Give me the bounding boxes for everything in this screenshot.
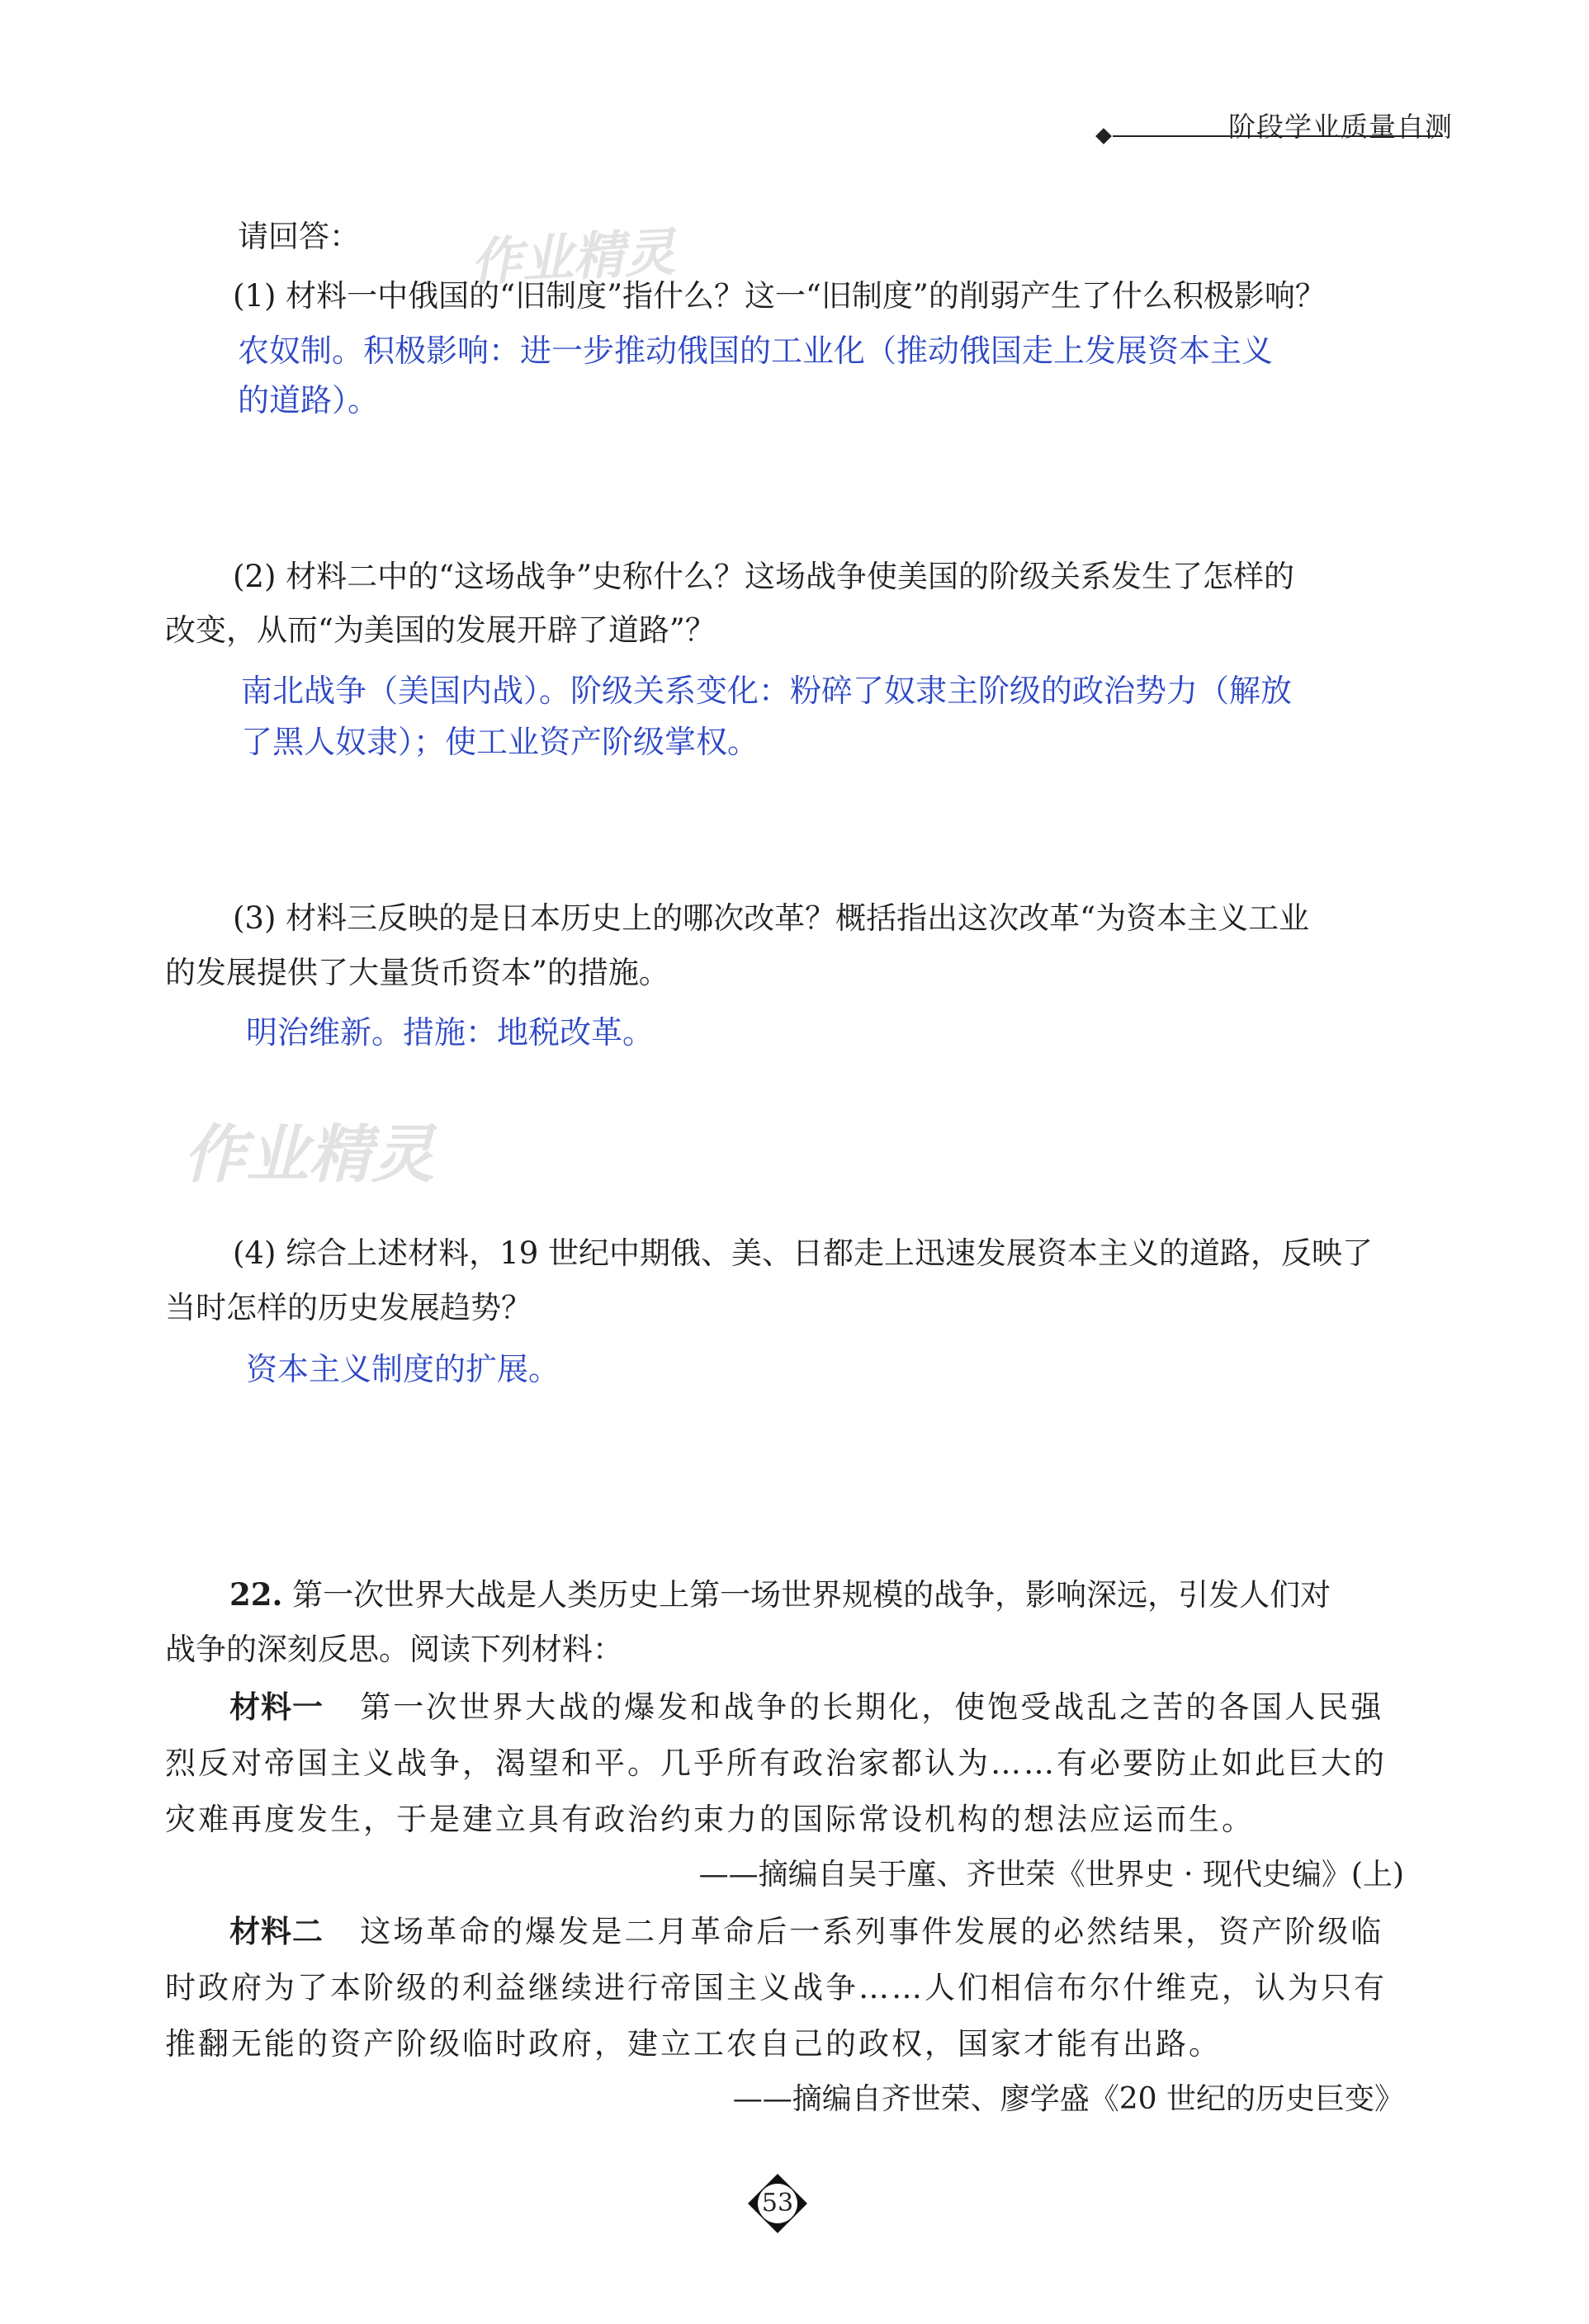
answer-3-line: 明治维新。措施：地税改革。 <box>246 1014 655 1051</box>
material-2-line <box>229 1913 1384 1949</box>
page-header <box>1098 106 1453 147</box>
material-2-line: 推翻无能的资产阶级临时政府，建立工农自己的政权，国家才能有出路。 <box>165 2026 1222 2062</box>
material-2-line: 时政府为了本阶级的利益继续进行帝国主义战争……人们相信布尔什维克，认为只有 <box>165 1970 1387 2005</box>
question-2-text: 改变，从而“为美国的发展开辟了道路”？ <box>165 612 716 648</box>
material-1-line: 烈反对帝国主义战争，渴望和平。几乎所有政治家都认为……有必要防止如此巨大的 <box>165 1745 1387 1781</box>
question-22-text: 战争的深刻反思。阅读下列材料： <box>165 1632 623 1667</box>
question-1-text: (1) 材料一中俄国的“旧制度”指什么？这一“旧制度”的削弱产生了什么积极影响？ <box>233 278 1326 314</box>
diamond-icon <box>1095 128 1112 144</box>
question-number: 22. <box>229 1576 283 1613</box>
material-1-label: 材料一 <box>229 1689 324 1725</box>
answer-1-line: 农奴制。积极影响：进一步推动俄国的工业化（推动俄国走上发展资本主义 <box>238 333 1274 369</box>
answer-1-line: 的道路）。 <box>238 382 380 418</box>
material-2-label: 材料二 <box>229 1913 324 1949</box>
material-2-source: ——摘编自齐世荣、廖学盛《20 世纪的历史巨变》 <box>732 2082 1404 2116</box>
question-3-text: 的发展提供了大量货币资本”的措施。 <box>165 955 669 990</box>
answer-2-line: 了黑人奴隶）；使工业资产阶级掌权。 <box>241 724 759 760</box>
question-22 <box>229 1576 1331 1613</box>
watermark: 作业精灵 <box>469 221 678 293</box>
answer-2-line: 南北战争（美国内战）。阶级关系变化：粉碎了奴隶主阶级的政治势力（解放 <box>241 673 1293 709</box>
material-1-line: 灾难再度发生，于是建立具有政治约束力的国际常设机构的想法应运而生。 <box>165 1802 1255 1837</box>
material-2-text: 这场革命的爆发是二月革命后一系列事件发展的必然结果，资产阶级临 <box>360 1914 1384 1949</box>
question-4-text: (4) 综合上述材料，19 世纪中期俄、美、日都走上迅速发展资本主义的道路，反映了 <box>233 1235 1374 1271</box>
page-number <box>746 2172 809 2235</box>
header-title: 阶段学业质量自测 <box>1228 111 1453 143</box>
page-number-text: 53 <box>761 2189 794 2218</box>
material-1-source: ——摘编自吴于廑、齐世荣《世界史 · 现代史编》(上) <box>698 1858 1404 1892</box>
prompt-text: 请回答： <box>238 219 360 254</box>
question-22-text: 第一次世界大战是人类历史上第一场世界规模的战争，影响深远，引发人们对 <box>292 1577 1331 1613</box>
question-2-text: (2) 材料二中的“这场战争”史称什么？这场战争使美国的阶级关系发生了怎样的 <box>233 559 1295 594</box>
answer-4-line: 资本主义制度的扩展。 <box>246 1351 560 1387</box>
question-4-text: 当时怎样的历史发展趋势？ <box>165 1290 532 1325</box>
watermark: 作业精灵 <box>183 1117 434 1191</box>
question-3-text: (3) 材料三反映的是日本历史上的哪次改革？概括指出这次改革“为资本主义工业 <box>233 900 1310 936</box>
material-1-text: 第一次世界大战的爆发和战争的长期化，使饱受战乱之苦的各国人民强 <box>360 1689 1384 1725</box>
material-1-line <box>229 1689 1384 1725</box>
